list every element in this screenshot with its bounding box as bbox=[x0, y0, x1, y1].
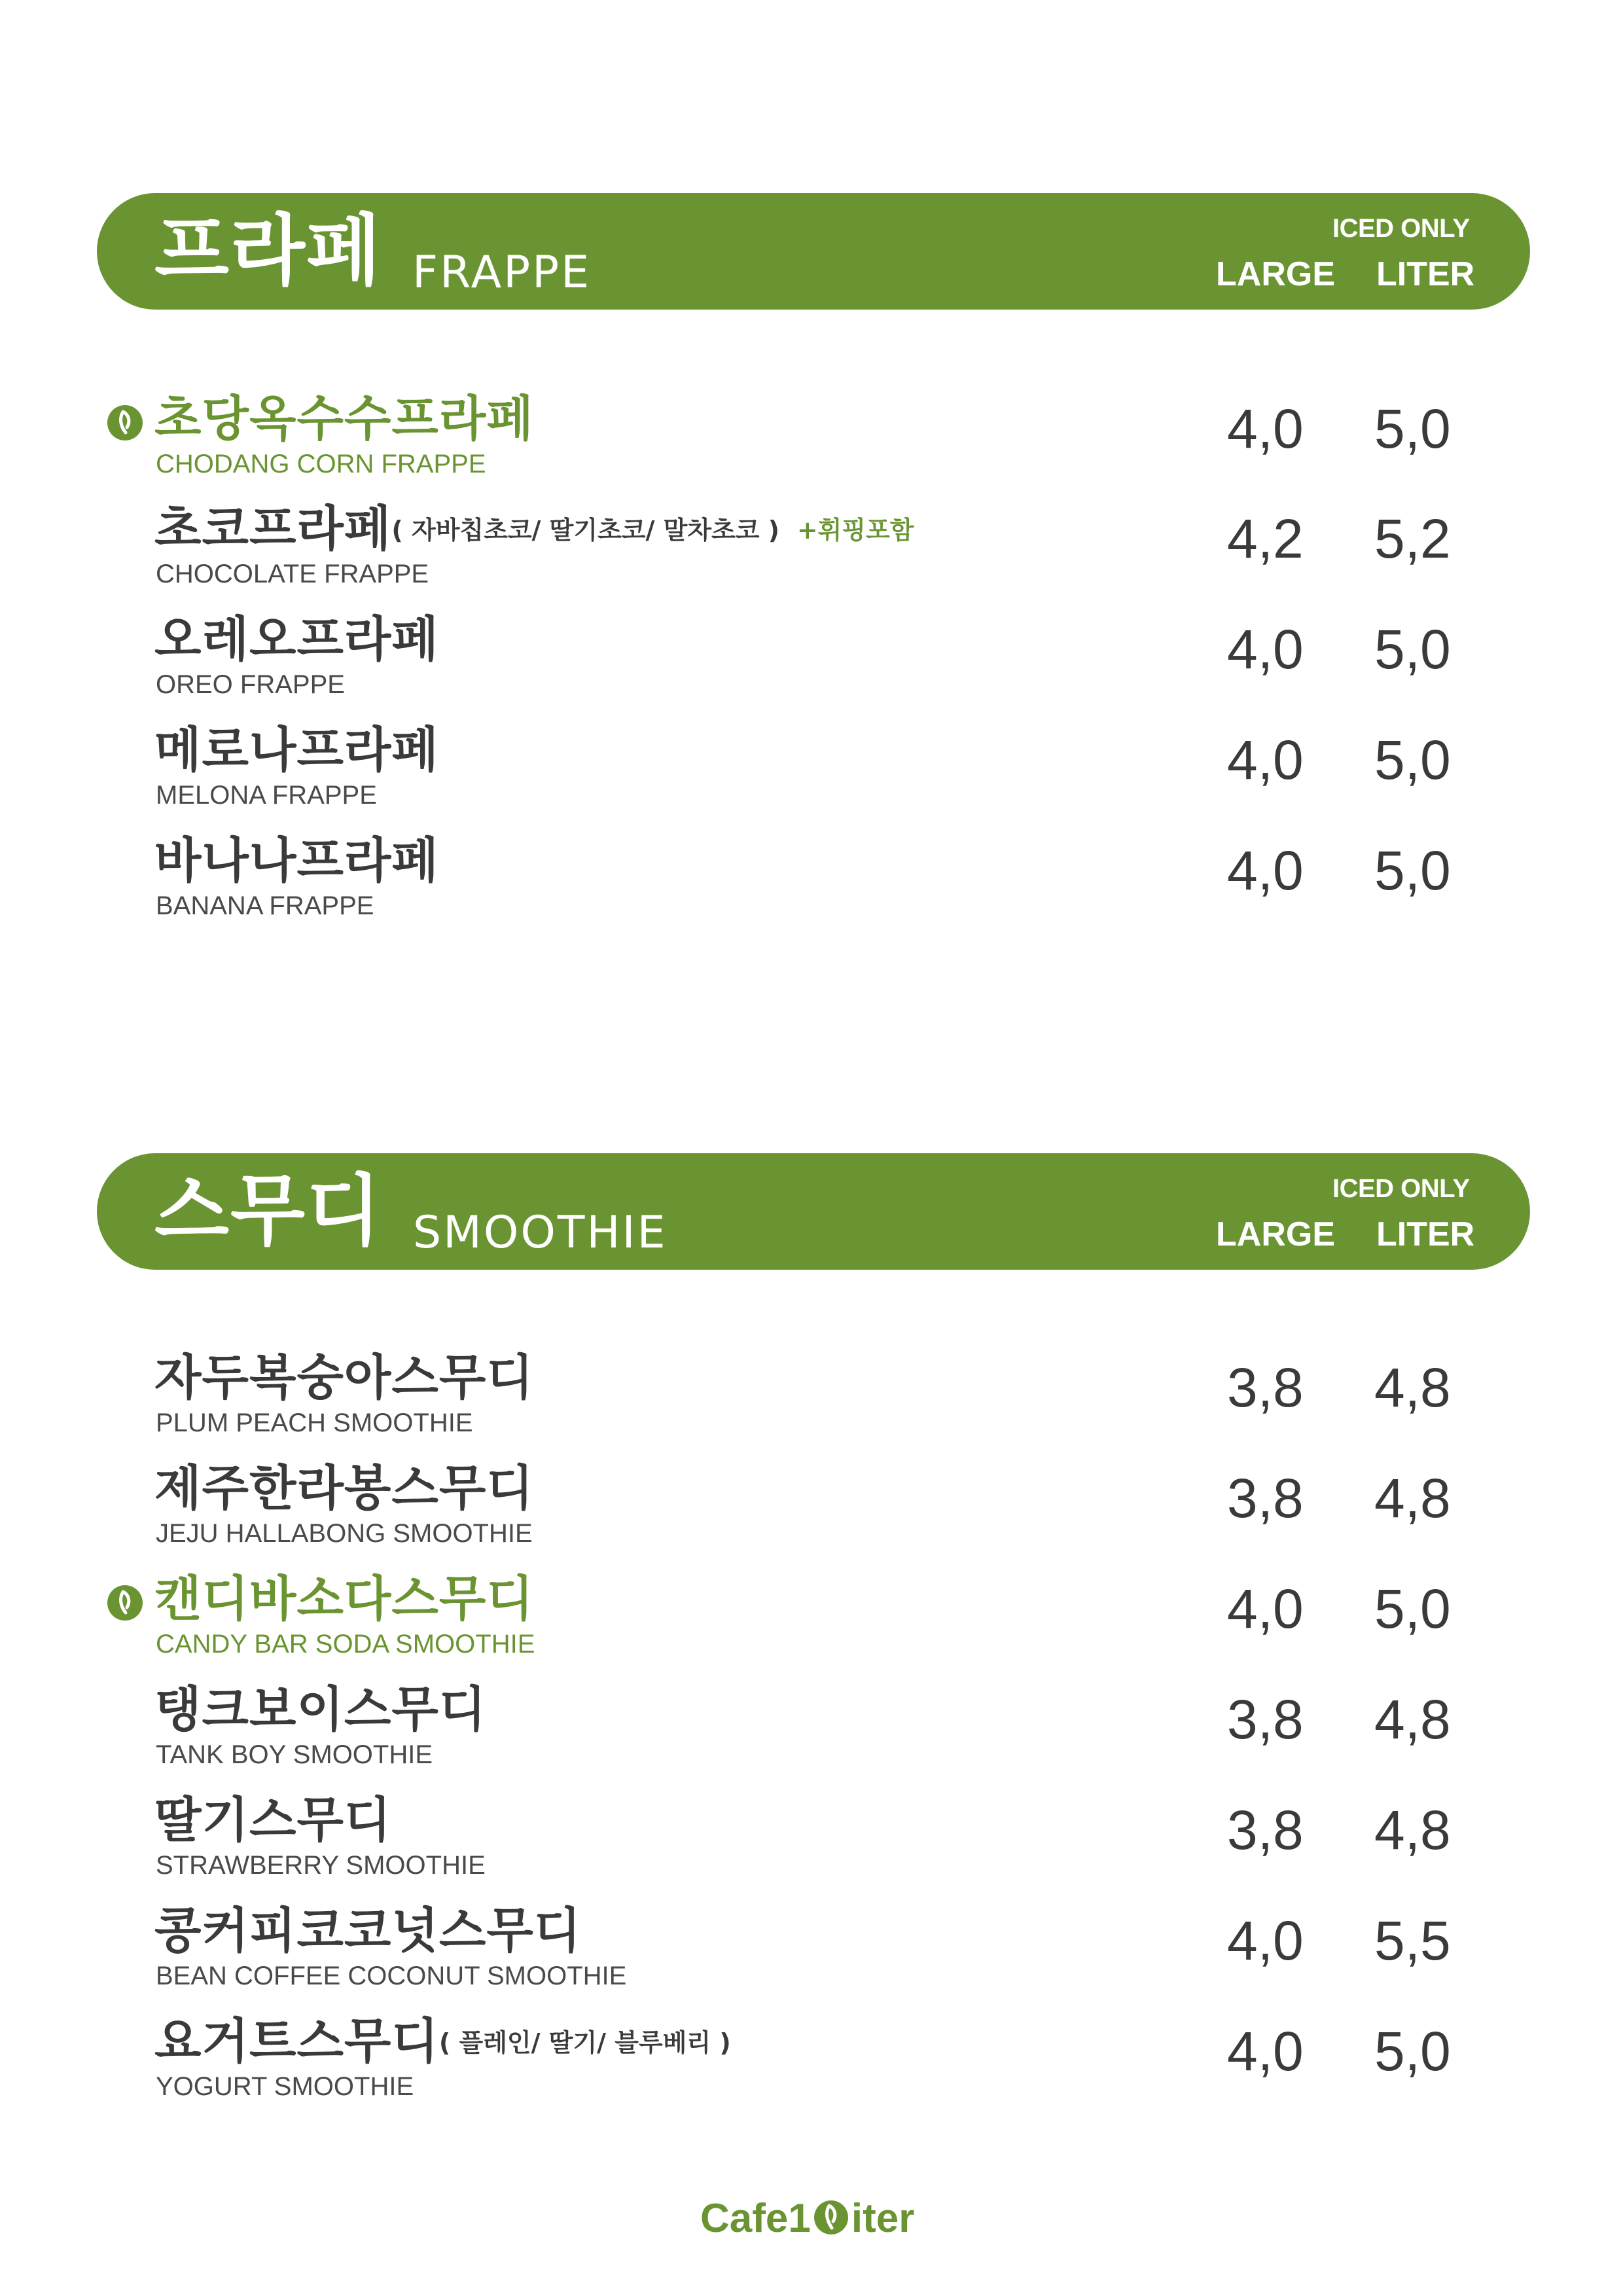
item-name-ko: 메로나프라페 bbox=[154, 722, 439, 778]
menu-item bbox=[0, 2012, 1623, 2117]
iced-only-label: ICED ONLY bbox=[1332, 1174, 1470, 1203]
item-name-en: MELONA FRAPPE bbox=[156, 781, 377, 810]
item-options-note: ( 자바칩초코/ 딸기초코/ 말차초코 ) bbox=[391, 516, 780, 545]
item-name-ko: 탱크보이스무디 bbox=[154, 1681, 487, 1738]
cafe-logo bbox=[700, 2193, 926, 2245]
price-large: 3,8 bbox=[1227, 1799, 1304, 1861]
item-name-ko: 초당옥수수프라페 bbox=[154, 391, 534, 447]
price-liter: 4,8 bbox=[1374, 1799, 1451, 1861]
price-liter: 5,0 bbox=[1374, 1578, 1451, 1640]
price-liter: 4,8 bbox=[1374, 1689, 1451, 1750]
price-large: 3,8 bbox=[1227, 1689, 1304, 1750]
section-title-en: SMOOTHIE bbox=[413, 1207, 668, 1259]
price-large: 4,0 bbox=[1227, 2020, 1304, 2082]
price-large: 4,0 bbox=[1227, 729, 1304, 791]
iced-only-label: ICED ONLY bbox=[1332, 214, 1470, 243]
price-large: 4,0 bbox=[1227, 398, 1304, 459]
item-name-en: PLUM PEACH SMOOTHIE bbox=[156, 1408, 473, 1437]
menu-item bbox=[0, 610, 1623, 715]
item-options-note: ( 플레인/ 딸기/ 블루베리 ) bbox=[438, 2028, 731, 2057]
leaf-icon bbox=[106, 404, 144, 442]
large-size-label: LARGE bbox=[1216, 1215, 1335, 1253]
menu-item bbox=[0, 499, 1623, 604]
item-name-en: TANK BOY SMOOTHIE bbox=[156, 1740, 433, 1769]
price-liter: 4,8 bbox=[1374, 1357, 1451, 1418]
menu-item bbox=[0, 1459, 1623, 1564]
item-name-en: BEAN COFFEE COCONUT SMOOTHIE bbox=[156, 1962, 627, 1990]
price-liter: 5,2 bbox=[1374, 508, 1451, 569]
item-name-ko: 초코프라페( 자바칩초코/ 딸기초코/ 말차초코 ) +휘핑포함 bbox=[154, 501, 914, 557]
item-name-en: BANANA FRAPPE bbox=[156, 891, 374, 920]
smoothie-header-banner bbox=[97, 1153, 1530, 1270]
leaf-icon bbox=[106, 1584, 144, 1622]
item-name-ko: 자두복숭아스무디 bbox=[154, 1350, 534, 1406]
price-large: 3,8 bbox=[1227, 1357, 1304, 1418]
item-name-ko: 바나나프라페 bbox=[154, 833, 439, 889]
price-large: 4,0 bbox=[1227, 840, 1304, 901]
item-name-en: YOGURT SMOOTHIE bbox=[156, 2072, 414, 2101]
section-title-en: FRAPPE bbox=[412, 247, 592, 298]
menu-item bbox=[0, 1348, 1623, 1453]
menu-item bbox=[0, 1680, 1623, 1785]
price-liter: 5,5 bbox=[1374, 1910, 1451, 1971]
item-name-ko: 캔디바소다스무디 bbox=[154, 1571, 534, 1627]
item-name-en: CHODANG CORN FRAPPE bbox=[156, 450, 486, 478]
price-large: 4,2 bbox=[1227, 508, 1304, 569]
frappe-header-banner bbox=[97, 193, 1530, 310]
price-liter: 5,0 bbox=[1374, 840, 1451, 901]
item-name-en: STRAWBERRY SMOOTHIE bbox=[156, 1851, 486, 1880]
item-name-en: CANDY BAR SODA SMOOTHIE bbox=[156, 1630, 535, 1659]
price-liter: 5,0 bbox=[1374, 619, 1451, 680]
leaf-icon bbox=[811, 2193, 851, 2238]
price-large: 4,0 bbox=[1227, 619, 1304, 680]
price-liter: 5,0 bbox=[1374, 729, 1451, 791]
price-large: 4,0 bbox=[1227, 1578, 1304, 1640]
item-name-en: OREO FRAPPE bbox=[156, 670, 345, 699]
item-name-ko: 오레오프라페 bbox=[154, 611, 439, 668]
item-name-ko: 제주한라봉스무디 bbox=[154, 1460, 534, 1516]
menu-item bbox=[0, 721, 1623, 825]
item-name-ko: 딸기스무디 bbox=[154, 1792, 392, 1848]
price-large: 4,0 bbox=[1227, 1910, 1304, 1971]
item-name-ko: 콩커피코코넛스무디 bbox=[154, 1903, 582, 1959]
liter-size-label: LITER bbox=[1376, 255, 1475, 293]
section-title-ko: 프라페 bbox=[154, 206, 382, 296]
menu-item bbox=[0, 1570, 1623, 1674]
price-large: 3,8 bbox=[1227, 1467, 1304, 1529]
price-liter: 4,8 bbox=[1374, 1467, 1451, 1529]
logo-text-end: iter bbox=[851, 2196, 915, 2241]
menu-item bbox=[0, 831, 1623, 936]
price-liter: 5,0 bbox=[1374, 2020, 1451, 2082]
section-title-ko: 스무디 bbox=[154, 1166, 382, 1256]
liter-size-label: LITER bbox=[1376, 1215, 1475, 1253]
menu-item bbox=[0, 1791, 1623, 1895]
item-name-en: CHOCOLATE FRAPPE bbox=[156, 560, 429, 588]
large-size-label: LARGE bbox=[1216, 255, 1335, 293]
menu-item bbox=[0, 1901, 1623, 2006]
item-name-ko: 요거트스무디( 플레인/ 딸기/ 블루베리 ) bbox=[154, 2013, 731, 2070]
item-name-en: JEJU HALLABONG SMOOTHIE bbox=[156, 1519, 533, 1548]
menu-item bbox=[0, 389, 1623, 494]
item-extra-note: +휘핑포함 bbox=[796, 516, 914, 545]
logo-text-start: Cafe1 bbox=[700, 2196, 811, 2241]
price-liter: 5,0 bbox=[1374, 398, 1451, 459]
